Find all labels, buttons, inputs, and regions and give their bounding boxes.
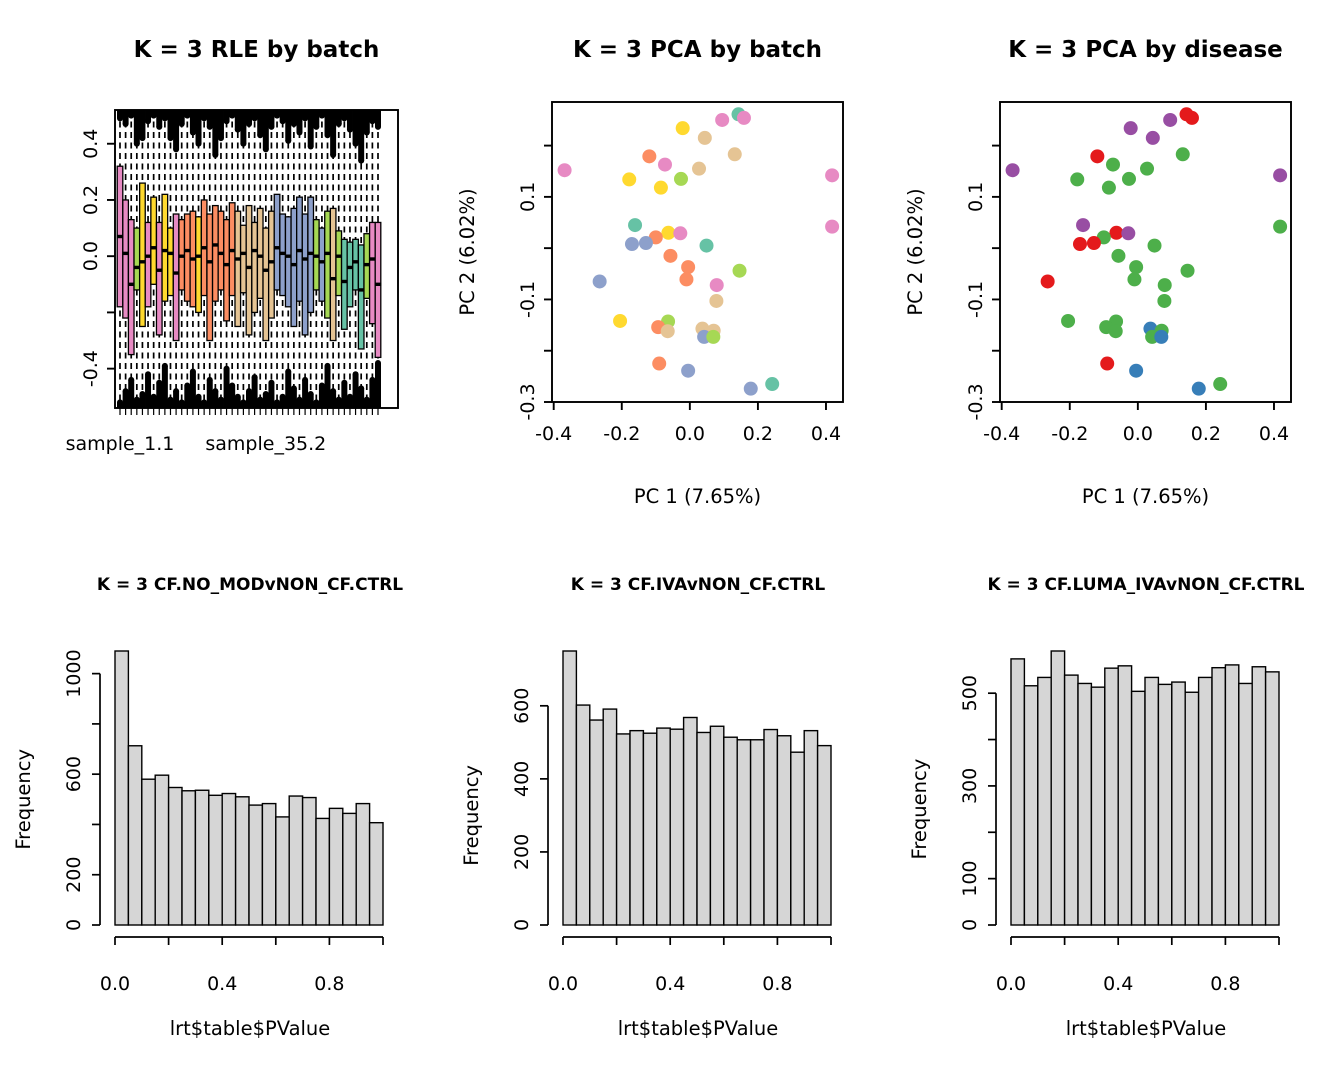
y-tick-label: -0.3	[965, 383, 987, 421]
hist-bar	[1105, 668, 1118, 925]
x-tick-label: -0.2	[1051, 423, 1089, 445]
box	[168, 228, 174, 295]
hist-bar	[1132, 691, 1145, 925]
hist-bar	[818, 746, 831, 925]
data-point	[679, 272, 693, 286]
data-point	[1106, 158, 1120, 172]
box	[325, 211, 331, 318]
hist-bar	[576, 705, 589, 925]
data-point	[700, 239, 714, 253]
chart-title: K = 3 CF.NO_MODvNON_CF.CTRL	[96, 575, 404, 595]
hist-bar	[791, 752, 804, 925]
hist-bar	[804, 731, 817, 925]
box	[173, 214, 179, 341]
y-tick-label: -0.3	[517, 383, 539, 421]
data-point	[639, 236, 653, 250]
data-point	[1273, 168, 1287, 182]
box	[358, 245, 364, 349]
hist-bar	[303, 798, 316, 925]
hist-bar	[1212, 668, 1225, 925]
data-point	[825, 220, 839, 234]
y-axis-title: PC 2 (6.02%)	[904, 188, 927, 316]
data-point	[1181, 264, 1195, 278]
data-point	[825, 168, 839, 182]
y-tick-label: 500	[959, 675, 981, 712]
data-point	[681, 260, 695, 274]
data-point	[654, 181, 668, 195]
box	[375, 222, 381, 357]
data-point	[698, 131, 712, 145]
panel-rle-boxplot	[0, 0, 448, 537]
data-point	[765, 377, 779, 391]
y-axis	[965, 146, 1000, 421]
hist-bar	[1011, 659, 1024, 925]
panel-hist-iva	[448, 537, 896, 1075]
hist-bar	[697, 732, 710, 925]
y-tick-label: 0.2	[80, 184, 102, 216]
data-point	[1070, 172, 1084, 186]
x-tick-label: -0.4	[535, 423, 573, 445]
data-point	[674, 172, 688, 186]
y-tick-label: 200	[63, 856, 85, 893]
hist-bar	[1078, 683, 1091, 925]
box	[252, 222, 258, 312]
box	[140, 183, 146, 326]
hist-bar	[1051, 651, 1064, 925]
hist-bar	[1038, 677, 1051, 925]
data-point	[1192, 382, 1206, 396]
hist-bar	[724, 737, 737, 925]
hist-bar	[751, 740, 764, 925]
x-tick-label: 0.4	[810, 423, 842, 445]
x-tick-label: -0.4	[983, 423, 1021, 445]
data-point	[1124, 121, 1138, 135]
hist-bar	[316, 818, 329, 925]
hist-bar	[1065, 675, 1078, 925]
data-point	[613, 314, 627, 328]
y-axis-title: PC 2 (6.02%)	[456, 188, 479, 316]
y-axis	[959, 675, 996, 931]
data-point	[733, 264, 747, 278]
hist-bar	[1225, 665, 1238, 925]
hist-bar	[617, 734, 630, 925]
data-point	[558, 163, 572, 177]
y-tick-label: 100	[959, 860, 981, 897]
box	[241, 225, 247, 292]
data-point	[661, 324, 675, 338]
box	[263, 228, 269, 340]
hist-bar	[329, 808, 342, 925]
hist-bar	[1185, 692, 1198, 925]
box	[123, 200, 129, 318]
box	[145, 222, 151, 306]
hist-bar	[249, 805, 262, 925]
x-axis-title: PC 1 (7.65%)	[633, 485, 762, 508]
plot-frame	[552, 102, 843, 402]
box	[246, 206, 252, 335]
hist-bar	[1172, 682, 1185, 925]
data-point	[1140, 162, 1154, 176]
data-point	[642, 149, 656, 163]
data-point	[728, 147, 742, 161]
hist-bar	[1239, 683, 1252, 925]
hist-bar	[343, 813, 356, 925]
hist-bar	[195, 790, 208, 925]
data-point	[709, 294, 723, 308]
x-tick-label: 0.0	[1122, 423, 1153, 445]
y-tick-label: 200	[511, 833, 533, 871]
data-point	[1121, 226, 1135, 240]
data-point	[673, 226, 687, 240]
panel-pca-by-disease	[896, 0, 1344, 537]
hist-bars	[115, 651, 383, 925]
data-point	[1185, 111, 1199, 125]
data-point	[1148, 239, 1162, 253]
y-tick-label: 600	[511, 687, 533, 724]
y-tick-label: 0	[959, 918, 981, 932]
y-axis-title: Frequency	[460, 765, 483, 866]
hist-bar	[737, 740, 750, 925]
y-tick-label: 0.1	[517, 181, 539, 212]
y-tick-label: 0	[511, 918, 533, 932]
hist-bar	[155, 775, 168, 925]
chart-title: K = 3 CF.LUMA_IVAvNON_CF.CTRL	[987, 575, 1305, 595]
x-axis	[983, 402, 1289, 445]
box	[128, 220, 134, 355]
y-axis	[80, 129, 115, 388]
data-point	[625, 237, 639, 251]
panel-pca-by-batch	[448, 0, 896, 537]
chart-title: K = 3 CF.IVAvNON_CF.CTRL	[570, 575, 826, 595]
hist-bar	[1266, 672, 1279, 925]
panel-hist-luma-iva	[896, 537, 1344, 1075]
data-point	[1213, 377, 1227, 391]
data-point	[710, 278, 724, 292]
y-tick-label: 0.1	[965, 181, 987, 212]
y-axis	[63, 649, 100, 931]
data-point	[1157, 294, 1171, 308]
hist-bar	[1024, 686, 1037, 925]
data-point	[1100, 357, 1114, 371]
y-tick-label: 0.4	[80, 128, 102, 159]
data-point	[1109, 226, 1123, 240]
box	[291, 208, 297, 326]
plot-frame	[1000, 102, 1291, 402]
x-tick-label: 0.8	[314, 973, 345, 995]
data-point	[1041, 274, 1055, 288]
x-axis-ticks	[120, 408, 378, 415]
x-axis-title: lrt$table$PValue	[617, 1017, 779, 1040]
data-point	[628, 218, 642, 232]
data-point	[1146, 131, 1160, 145]
box	[185, 214, 191, 301]
box	[134, 228, 140, 290]
box	[162, 194, 168, 301]
data-point	[1102, 181, 1116, 195]
hist-bar	[710, 726, 723, 925]
data-point	[1122, 172, 1136, 186]
data-point	[658, 158, 672, 172]
y-axis	[511, 688, 548, 931]
box	[151, 197, 157, 284]
y-tick-label: 400	[511, 760, 533, 797]
y-tick-label: 1000	[63, 649, 85, 698]
data-point	[1129, 260, 1143, 274]
data-point	[1006, 163, 1020, 177]
data-point	[706, 330, 720, 344]
box	[330, 208, 336, 340]
hist-bar	[643, 733, 656, 925]
hist-bar	[169, 787, 182, 925]
boxes	[117, 166, 381, 357]
y-tick-label: -0.1	[517, 280, 539, 318]
hist-bar	[1091, 687, 1104, 925]
hist-bar	[262, 804, 275, 925]
box	[235, 211, 241, 326]
chart-title: K = 3 RLE by batch	[133, 37, 380, 63]
hist-bar	[684, 717, 697, 925]
box	[156, 222, 162, 334]
box	[213, 206, 219, 302]
x-axis	[535, 402, 841, 445]
hist-bar	[777, 736, 790, 925]
hist-bar	[603, 709, 616, 925]
x-axis-labels	[66, 433, 327, 455]
data-point	[1163, 113, 1177, 127]
x-tick-label: 0.0	[547, 973, 579, 995]
x-axis	[996, 937, 1279, 995]
hist-bar	[128, 746, 141, 925]
x-tick-label: 0.0	[99, 973, 131, 995]
box	[302, 214, 308, 335]
y-tick-label: -0.4	[80, 350, 102, 388]
hist-bar	[142, 779, 155, 925]
box	[285, 217, 291, 307]
data-point	[1273, 220, 1287, 234]
data-point	[1073, 237, 1087, 251]
hist-bar	[370, 823, 383, 925]
hist-bar	[289, 796, 302, 925]
hist-bar	[590, 720, 603, 925]
y-axis	[517, 146, 552, 421]
data-point	[1176, 147, 1190, 161]
hist-bar	[276, 817, 289, 925]
data-point	[692, 162, 706, 176]
box	[319, 228, 325, 301]
box	[353, 239, 359, 290]
hist-bars	[1011, 651, 1279, 925]
box	[196, 217, 202, 313]
hist-bar	[209, 795, 222, 925]
hist-bar	[1199, 677, 1212, 925]
data-point	[1061, 314, 1075, 328]
hist-bar	[1118, 666, 1131, 925]
data-point	[1090, 149, 1104, 163]
y-tick-label: 300	[959, 767, 981, 805]
data-point	[663, 249, 677, 263]
data-point	[1076, 218, 1090, 232]
hist-bars	[563, 651, 831, 925]
data-point	[1109, 324, 1123, 338]
x-tick-label: -0.2	[603, 423, 641, 445]
scatter-points	[1006, 107, 1288, 395]
data-point	[1129, 364, 1143, 378]
hist-bar	[630, 731, 643, 925]
box	[370, 222, 376, 323]
y-tick-label: 0	[63, 918, 85, 932]
chart-title: K = 3 PCA by batch	[572, 37, 823, 63]
data-point	[676, 121, 690, 135]
data-point	[622, 172, 636, 186]
box	[336, 231, 342, 296]
box	[342, 239, 348, 329]
x-tick-label: sample_1.1	[65, 433, 175, 455]
x-axis	[548, 937, 831, 995]
x-tick-label: 0.8	[1210, 973, 1241, 995]
data-point	[1111, 249, 1125, 263]
box	[269, 211, 275, 318]
chart-title: K = 3 PCA by disease	[1008, 37, 1283, 63]
data-point	[1127, 272, 1141, 286]
box	[274, 194, 280, 290]
x-tick-label: 0.4	[1103, 973, 1134, 995]
data-point	[681, 364, 695, 378]
y-axis-title: Frequency	[12, 748, 35, 850]
data-point	[737, 111, 751, 125]
data-point	[715, 113, 729, 127]
hist-bar	[236, 797, 249, 925]
box	[224, 220, 230, 321]
x-axis-title: lrt$table$PValue	[1065, 1017, 1227, 1040]
y-tick-label: 0.0	[80, 241, 102, 272]
hist-bar	[1252, 667, 1265, 925]
box	[207, 214, 213, 341]
x-axis-title: PC 1 (7.65%)	[1081, 485, 1210, 508]
data-point	[1154, 330, 1168, 344]
box	[218, 211, 224, 290]
x-tick-label: sample_35.2	[205, 433, 327, 455]
data-point	[652, 357, 666, 371]
x-tick-label: 0.4	[1258, 423, 1290, 445]
x-axis-title: lrt$table$PValue	[169, 1017, 331, 1040]
x-tick-label: 0.2	[742, 423, 774, 445]
x-tick-label: 0.4	[655, 973, 686, 995]
scatter-points	[558, 107, 840, 395]
data-point	[593, 274, 607, 288]
data-point	[1158, 278, 1172, 292]
hist-bar	[1158, 684, 1171, 925]
y-axis-title: Frequency	[908, 758, 931, 860]
data-point	[661, 226, 675, 240]
box	[257, 208, 263, 298]
x-tick-label: 0.4	[207, 973, 238, 995]
hist-bar	[356, 804, 369, 925]
hist-bar	[115, 651, 128, 925]
x-axis	[100, 937, 383, 995]
x-tick-label: 0.2	[1190, 423, 1222, 445]
hist-bar	[1145, 677, 1158, 925]
hist-bar	[670, 729, 683, 925]
hist-bar	[657, 728, 670, 925]
hist-bar	[764, 730, 777, 925]
box	[347, 242, 353, 307]
x-tick-label: 0.0	[674, 423, 705, 445]
y-tick-label: 600	[63, 756, 85, 793]
y-tick-label: -0.1	[965, 280, 987, 318]
hist-bar	[222, 794, 235, 925]
hist-bar	[563, 651, 576, 925]
panel-hist-no-mod	[0, 537, 448, 1075]
data-point	[1087, 236, 1101, 250]
data-point	[744, 382, 758, 396]
x-tick-label: 0.0	[995, 973, 1027, 995]
hist-bar	[182, 791, 195, 925]
x-tick-label: 0.8	[762, 973, 793, 995]
